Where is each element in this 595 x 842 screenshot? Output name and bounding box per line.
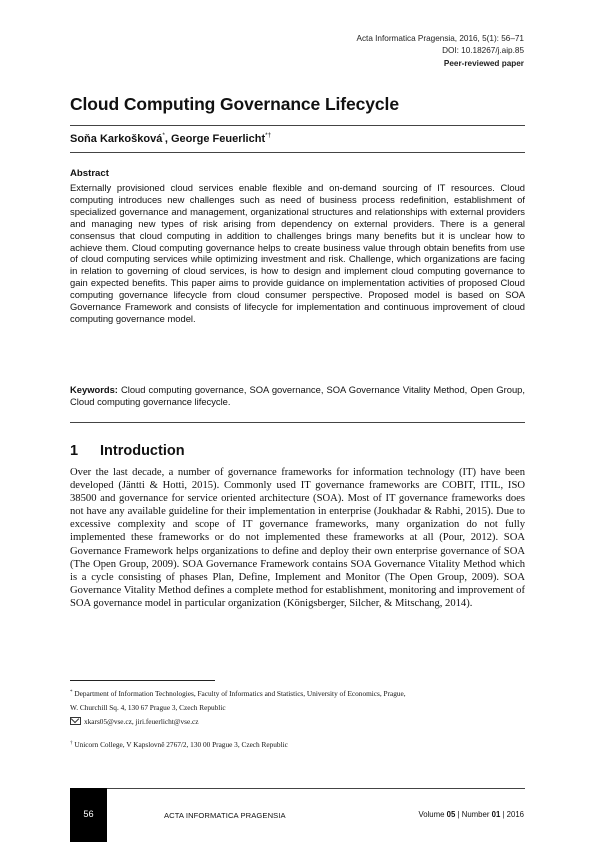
citation: Acta Informatica Pragensia, 2016, 5(1): 56–71 xyxy=(356,34,524,43)
footnote-address-1: W. Churchill Sq. 4, 130 67 Prague 3, Czech Republic xyxy=(70,703,226,712)
section-title: Introduction xyxy=(100,443,185,459)
author-separator: , xyxy=(164,133,171,145)
affiliation-mark: *† xyxy=(265,132,272,139)
footer-divider xyxy=(70,788,525,789)
footnote-mark: † xyxy=(70,741,73,746)
journal-header xyxy=(357,33,525,70)
affiliation-mark: * xyxy=(162,132,165,139)
keywords-text: Cloud computing governance, SOA governance, SOA Governance Vitality Method, Open Group, Cloud computing governance lifecycle. xyxy=(70,384,525,407)
footnote-email xyxy=(70,716,199,729)
author-name: George Feuerlicht xyxy=(170,133,266,145)
volume-label: Volume xyxy=(418,810,447,819)
keywords-label: Keywords: xyxy=(70,384,118,395)
footnote-line: Department of Information Technologies, Faculty of Informatics and Statistics, University of Economics, Prague, xyxy=(74,689,406,698)
section-divider xyxy=(70,422,525,423)
author-name: Soňa Karkošková xyxy=(70,133,163,145)
title-divider xyxy=(70,125,525,126)
number-label: | Number xyxy=(455,810,492,819)
abstract-heading: Abstract xyxy=(70,168,109,179)
review-label: Peer-reviewed paper xyxy=(443,58,524,68)
footnote-affiliation-2 xyxy=(70,738,288,752)
footer-journal-name: ACTA INFORMATICA PRAGENSIA xyxy=(164,811,286,820)
footnote-affiliation-1 xyxy=(70,687,406,701)
author-list xyxy=(70,132,271,145)
page-number: 56 xyxy=(83,809,94,819)
volume-number: 05 xyxy=(446,810,456,819)
footnote-divider xyxy=(70,680,215,681)
footnote-line: Unicorn College, V Kapslovně 2767/2, 130 00 Prague 3, Czech Republic xyxy=(74,740,288,749)
paper-title: Cloud Computing Governance Lifecycle xyxy=(70,94,399,114)
doi: DOI: 10.18267/j.aip.85 xyxy=(442,46,524,56)
section-heading xyxy=(70,443,185,459)
authors-divider xyxy=(70,152,525,153)
footer-volume xyxy=(418,810,524,819)
introduction-text: Over the last decade, a number of governance frameworks for information technology (IT) have been developed (Jäntti & Hotti, 2015). Commonly used IT governance frameworks are COBIT, ITIL, ISO 38500 and governance for service oriented architecture (SOA). Most of IT governance frameworks does not have any available guideline for their implementation in enterprise (Joukhadar & Rabhi, 2015). Due to excessive complexity and scope of IT governance frameworks, many organization do not fully implemented these frameworks or do not implemented these frameworks at all (Pour, 2012). SOA Governance Framework helps organizations to define and deploy their own enterprise governance of SOA (The Open Group, 2009). SOA Governance Framework contains SOA Governance Vitality Method which is a cycle consisting of phases Plan, Define, Implement and Monitor (The Open Group, 2009). SOA Governance Vitality Method defines a complete method for establishment, monitoring and improvement of SOA governance model in particular organization (Königsberger, Silcher, & Mitschang, 2014). xyxy=(70,467,525,609)
envelope-icon xyxy=(70,717,81,725)
footnote-mark: * xyxy=(70,690,73,695)
keywords xyxy=(70,384,525,408)
abstract-text: Externally provisioned cloud services enable flexible and on-demand sourcing of IT resources. Cloud computing introduces new challenges such as need of business process redefinition, establishment of specialized governance and management, organizational structures and relationships with external providers and managing new types of risk arising from dependency on external providers. There is a general consensus that cloud computing in addition to challenges brings many benefits but it is unclear how to achieve them. Cloud computing governance helps to create business value through obtain benefits from use of cloud computing services while optimizing investment and risk. Challenge, which organizations are facing in relation to governing of cloud services, is how to design and implement cloud computing governance to gain expected benefits. This paper aims to provide guidance on implementation activities of proposed Cloud computing governance lifecycle from cloud consumer perspective. Proposed model is based on SOA Governance Framework and consists of lifecycle for implementation and continuous improvement of cloud computing governance model. xyxy=(70,182,525,324)
section-number: 1 xyxy=(70,443,79,459)
year: | 2016 xyxy=(500,810,524,819)
issue-number: 01 xyxy=(491,810,501,819)
email-addresses: xkars05@vse.cz, jiri.feuerlicht@vse.cz xyxy=(84,717,199,726)
